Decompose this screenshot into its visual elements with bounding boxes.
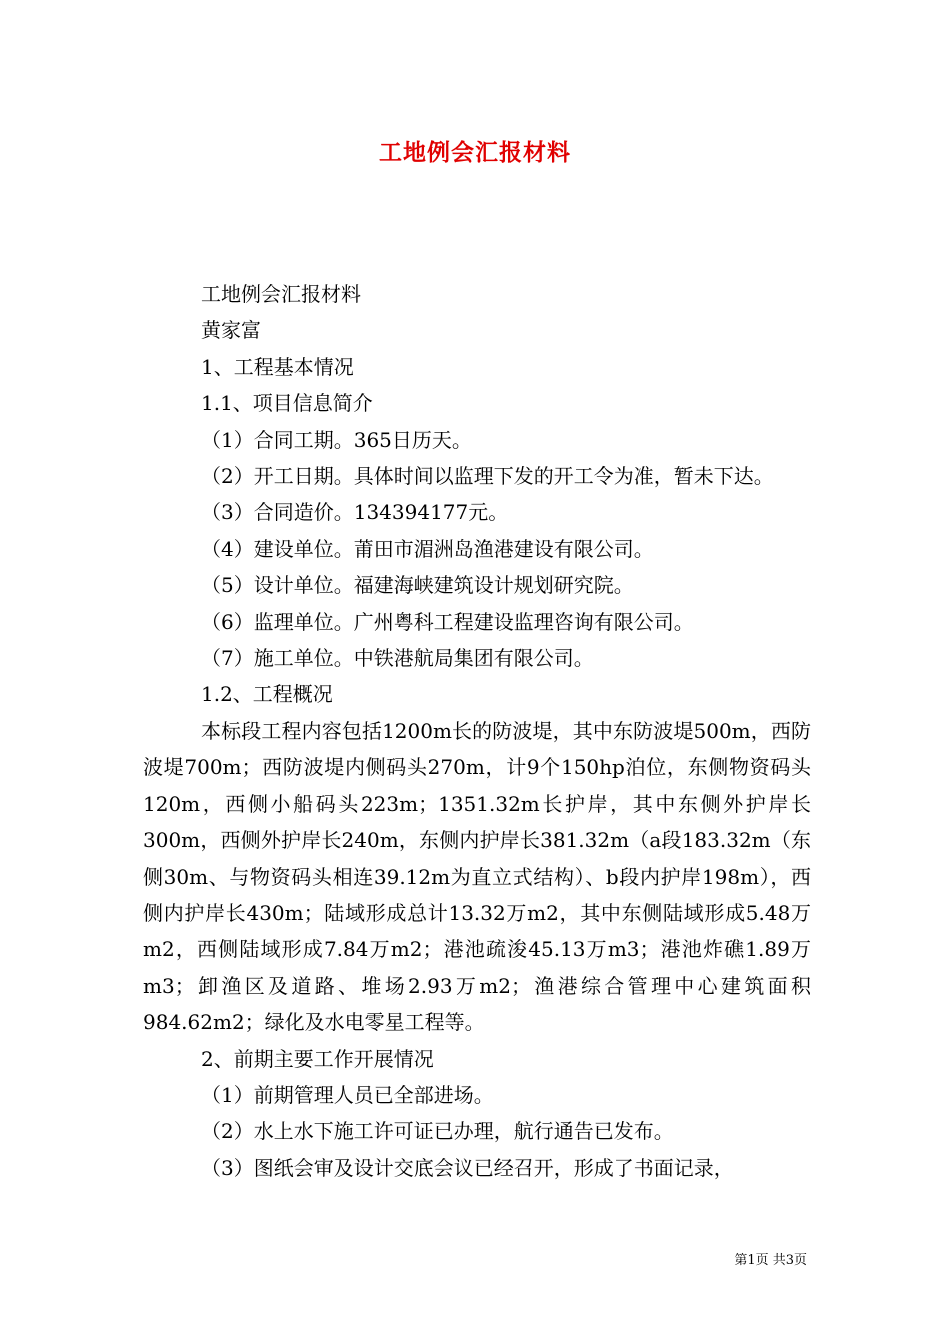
list-item-drawing-review: （3）图纸会审及设计交底会议已经召开，形成了书面记录， bbox=[201, 1155, 734, 1180]
subsection-heading-1-2: 1.2、工程概况 bbox=[201, 682, 333, 707]
list-item-start-date: （2）开工日期。具体时间以监理下发的开工令为准，暂未下达。 bbox=[201, 464, 774, 489]
list-item-designer: （5）设计单位。福建海峡建筑设计规划研究院。 bbox=[201, 573, 634, 598]
subsection-heading-1-1: 1.1、项目信息简介 bbox=[201, 391, 373, 416]
section-heading-1: 1、工程基本情况 bbox=[201, 354, 354, 379]
list-item-permit: （2）水上水下施工许可证已办理，航行通告已发布。 bbox=[201, 1119, 674, 1144]
list-item-owner: （4）建设单位。莆田市湄洲岛渔港建设有限公司。 bbox=[201, 536, 654, 561]
document-body bbox=[143, 276, 811, 1186]
paragraph-author: 黄家富 bbox=[201, 318, 261, 343]
list-item-supervisor: （6）监理单位。广州粤科工程建设监理咨询有限公司。 bbox=[201, 609, 694, 634]
list-item-contract-price: （3）合同造价。134394177元。 bbox=[201, 500, 509, 525]
page-number: 第1页 共3页 bbox=[734, 1253, 807, 1268]
paragraph-heading: 工地例会汇报材料 bbox=[201, 282, 361, 306]
list-item-contract-period: （1）合同工期。365日历天。 bbox=[201, 427, 472, 452]
section-heading-2: 2、前期主要工作开展情况 bbox=[201, 1046, 434, 1071]
list-item-staff: （1）前期管理人员已全部进场。 bbox=[201, 1082, 494, 1107]
document-title: 工地例会汇报材料 bbox=[379, 139, 571, 166]
list-item-contractor: （7）施工单位。中铁港航局集团有限公司。 bbox=[201, 646, 594, 671]
paragraph-project-overview: 本标段工程内容包括1200m长的防波堤，其中东防波堤500m，西防波堤700m；西防波堤内侧码头270m，计9个150hp泊位，东侧物资码头120m，西侧小船码头223m；1351.32m长护岸，其中东侧外护岸长300m，西侧外护岸长240m，东侧内护岸长381.32m（a段183.32m（东侧30m、与物资码头相连39.12m为直立式结构）、b段内护岸198m），西侧内护岸长430m；陆域形成总计13.32万m2，其中东侧陆域形成5.48万m2，西侧陆域形成7.84万m2；港池疏浚45.13万m3；港池炸礁1.89万m3；卸渔区及道路、堆场2.93万m2；渔港综合管理中心建筑面积984.62m2；绿化及水电零星工程等。 bbox=[143, 718, 811, 1035]
